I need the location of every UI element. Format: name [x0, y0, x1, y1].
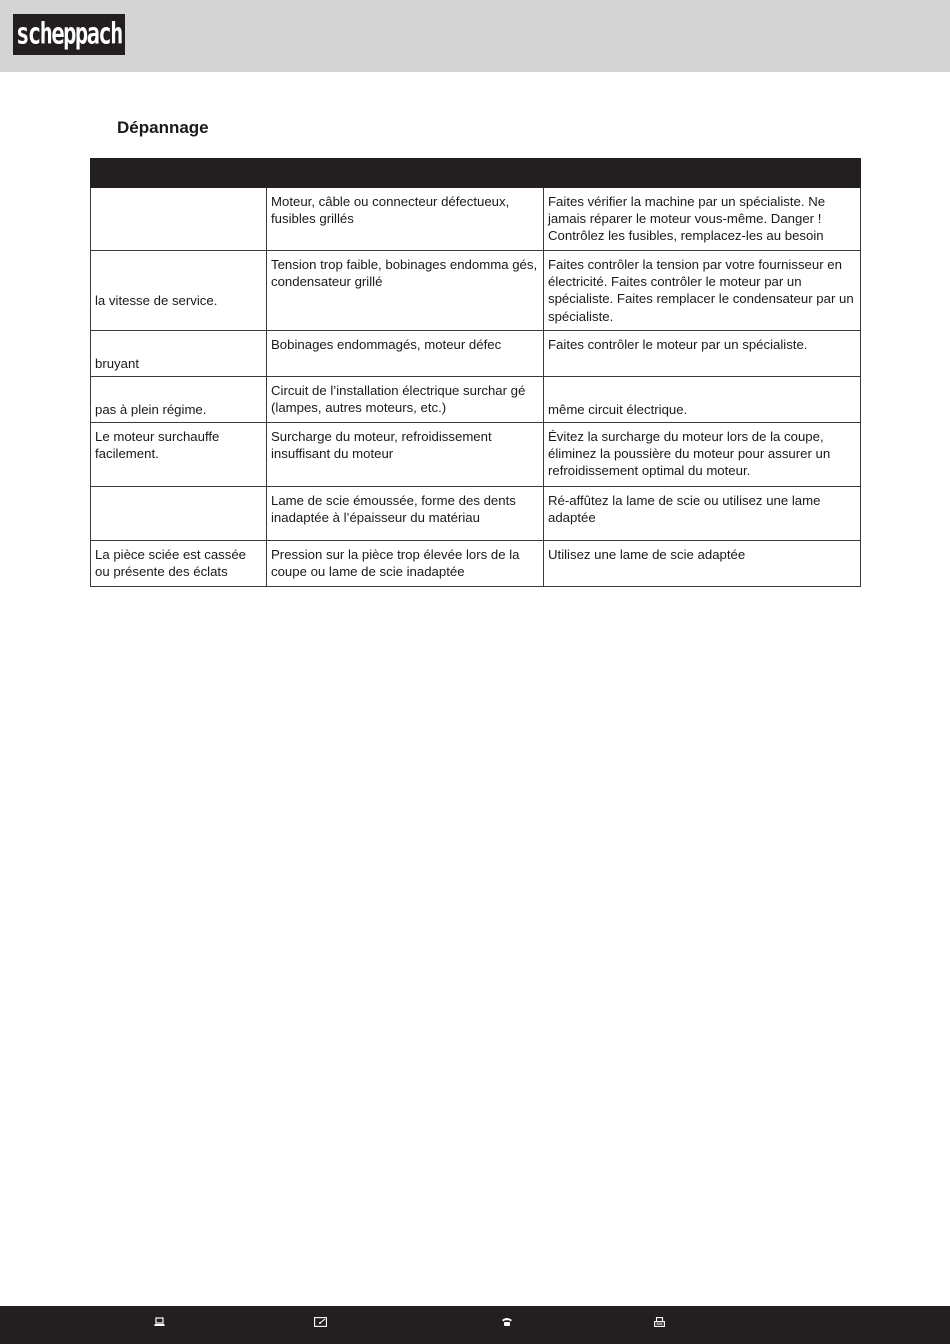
fax-icon — [654, 1317, 665, 1331]
header-bar — [0, 0, 950, 72]
header-remedy — [544, 159, 861, 188]
table-row — [91, 331, 861, 377]
table-row — [91, 541, 861, 587]
email-icon — [314, 1317, 327, 1331]
phone-icon — [501, 1317, 513, 1331]
remedy-cell: Faites contrôler la tension par votre fournisseur en électricité. Faites contrôler le moteur par un spécialiste. Faites remplacer le condensateur par un spécialiste. — [544, 251, 861, 331]
problem-cell — [91, 188, 267, 251]
problem-cell: Le moteur surchauffe facilement. — [91, 423, 267, 487]
cause-cell: Pression sur la pièce trop élevée lors de la coupe ou lame de scie inadaptée — [267, 541, 544, 587]
table-row — [91, 377, 861, 423]
table-header-row — [91, 159, 861, 188]
remedy-cell: Faites contrôler le moteur par un spécialiste. — [544, 331, 861, 377]
cause-cell: Lame de scie émoussée, forme des dents inadaptée à l’épaisseur du matériau — [267, 487, 544, 541]
troubleshooting-table — [90, 158, 861, 587]
logo-text: scheppach — [16, 17, 122, 52]
scheppach-logo — [13, 14, 125, 55]
remedy-cell: Ré-affûtez la lame de scie ou utilisez une lame adaptée — [544, 487, 861, 541]
header-problem — [91, 159, 267, 188]
problem-cell: pas à plein régime. — [91, 377, 267, 423]
table-row — [91, 188, 861, 251]
table-row — [91, 251, 861, 331]
remedy-cell: Faites vérifier la machine par un spécialiste. Ne jamais réparer le moteur vous-même. Danger ! Contrôlez les fusibles, remplacez-les au besoin — [544, 188, 861, 251]
page-title: Dépannage — [117, 118, 209, 137]
problem-cell: bruyant — [91, 331, 267, 377]
table-row — [91, 487, 861, 541]
header-cause — [267, 159, 544, 188]
problem-cell: La pièce sciée est cassée ou présente des éclats — [91, 541, 267, 587]
cause-cell: Bobinages endommagés, moteur défec — [267, 331, 544, 377]
remedy-cell: Évitez la surcharge du moteur lors de la coupe, éliminez la poussière du moteur pour assurer un refroidissement optimal du moteur. — [544, 423, 861, 487]
remedy-cell: même circuit électrique. — [544, 377, 861, 423]
computer-icon — [154, 1317, 165, 1331]
problem-cell — [91, 487, 267, 541]
remedy-cell: Utilisez une lame de scie adaptée — [544, 541, 861, 587]
problem-text: la vitesse de service. — [95, 292, 218, 308]
cause-cell: Moteur, câble ou connecteur défectueux, fusibles grillés — [267, 188, 544, 251]
cause-cell: Tension trop faible, bobinages endomma gés, condensateur grillé — [267, 251, 544, 331]
table-row — [91, 423, 861, 487]
cause-cell: Circuit de l’installation électrique surchar gé (lampes, autres moteurs, etc.) — [267, 377, 544, 423]
footer-bar — [0, 1306, 950, 1344]
problem-cell — [91, 251, 267, 331]
cause-cell: Surcharge du moteur, refroidissement insuffisant du moteur — [267, 423, 544, 487]
